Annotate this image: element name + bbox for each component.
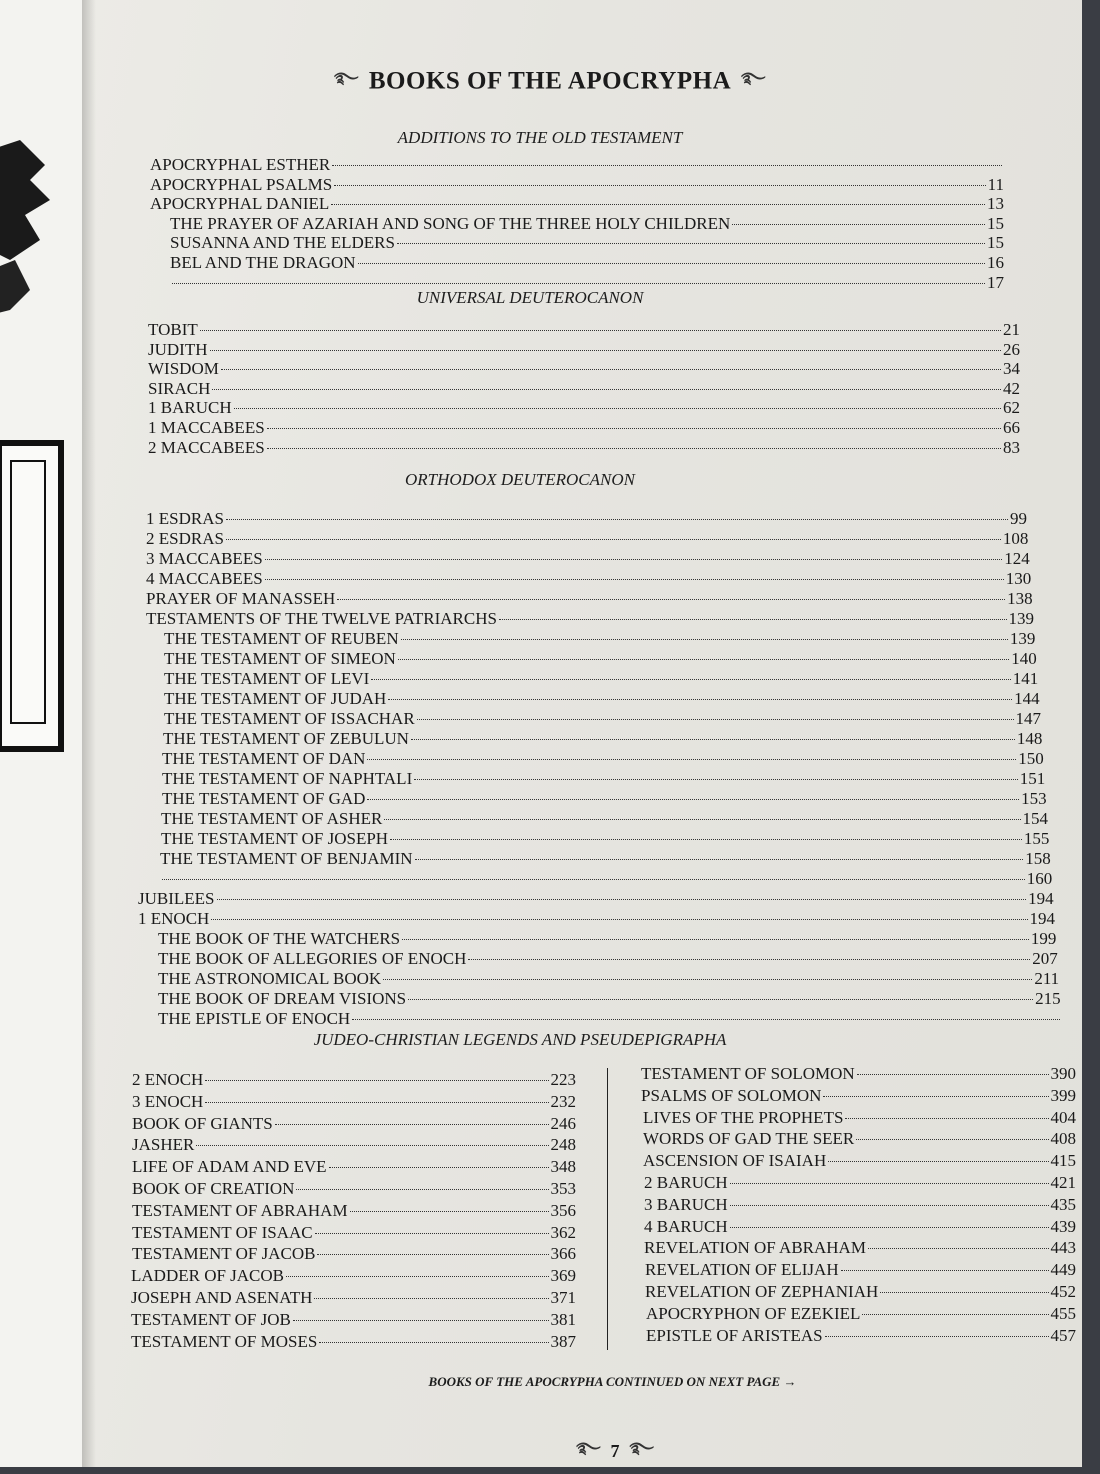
entry-title: 3 BARUCH [644, 1194, 728, 1214]
entry-title: JOSEPH AND ASENATH [131, 1288, 313, 1307]
entry-title: JUBILEES [138, 889, 215, 908]
column-divider [607, 1068, 608, 1350]
entry-page-number: 435 [1050, 1194, 1076, 1214]
universal-toc-entry [148, 397, 1020, 418]
dot-leader [329, 1167, 549, 1168]
dot-leader [402, 939, 1029, 940]
entry-page-number: 158 [1025, 849, 1051, 868]
dot-leader [226, 519, 1008, 520]
legends-right-toc-entry [643, 1107, 1076, 1128]
entry-title: BOOK OF GIANTS [132, 1113, 273, 1133]
orthodox-toc-entry [138, 888, 1054, 909]
dot-leader [275, 1124, 549, 1125]
dot-leader [211, 919, 1027, 920]
entry-title: SIRACH [148, 378, 211, 398]
dot-leader [856, 1139, 1048, 1140]
entry-page-number: 215 [1035, 989, 1061, 1008]
dot-leader [205, 1102, 548, 1103]
entry-title: 1 ENOCH [138, 909, 210, 928]
entry-page-number: 443 [1050, 1238, 1076, 1258]
entry-title: TESTAMENT OF ISAAC [132, 1222, 313, 1242]
orthodox-toc-entry [163, 728, 1042, 749]
orthodox-toc-entry [164, 688, 1040, 709]
entry-page-number: 153 [1021, 789, 1047, 808]
entry-title: THE TESTAMENT OF DAN [162, 749, 366, 768]
entry-page-number: 62 [1003, 398, 1020, 418]
dot-leader [411, 739, 1015, 740]
entry-title: THE TESTAMENT OF NAPHTALI [162, 769, 413, 788]
additions-toc-entry [150, 193, 1004, 214]
entry-page-number: 17 [987, 272, 1004, 292]
dot-leader [384, 819, 1020, 820]
entry-page-number: 232 [550, 1091, 576, 1111]
dot-leader [732, 224, 985, 225]
entry-title: APOCRYPHAL PSALMS [150, 174, 333, 194]
ornament-left-icon: ࿐ [334, 71, 359, 87]
entry-page-number: 248 [550, 1135, 576, 1155]
entry-page-number: 194 [1029, 909, 1055, 928]
entry-page-number: 16 [987, 253, 1004, 272]
entry-title: THE BOOK OF ALLEGORIES OF ENOCH [158, 949, 467, 968]
dot-leader [388, 699, 1012, 700]
entry-page-number: 154 [1022, 809, 1048, 828]
dot-leader [862, 1314, 1048, 1315]
legends-left-toc-entry [131, 1265, 576, 1286]
entry-page-number: 194 [1028, 889, 1054, 908]
legends-left-toc-entry [132, 1069, 576, 1090]
orthodox-toc-entry [158, 948, 1058, 969]
section-heading-additions: ADDITIONS TO THE OLD TESTAMENT [397, 128, 683, 147]
entry-title: 1 MACCABEES [148, 418, 265, 437]
dot-leader [196, 1145, 548, 1146]
dot-leader [205, 1080, 548, 1081]
entry-page-number: 371 [550, 1288, 576, 1307]
entry-page-number: 15 [987, 213, 1004, 233]
dot-leader [352, 1019, 1060, 1020]
universal-toc-entry [148, 378, 1020, 399]
entry-title: 2 BARUCH [644, 1173, 728, 1192]
orthodox-toc-entry [158, 1008, 1062, 1029]
entry-title: APOCRYPHON OF EZEKIEL [646, 1303, 861, 1323]
legends-right-toc-entry [641, 1085, 1076, 1106]
entry-page-number: 148 [1016, 729, 1043, 748]
dot-leader [499, 619, 1007, 620]
page-title [0, 62, 1100, 104]
page-number-value: 7 [610, 1441, 620, 1462]
facing-page-inner-frame [10, 460, 46, 724]
dot-leader [217, 899, 1027, 900]
orthodox-toc-entry [164, 708, 1041, 729]
entry-title: APOCRYPHAL DANIEL [150, 194, 330, 214]
entry-page-number: 399 [1050, 1085, 1076, 1105]
entry-title: LADDER OF JACOB [131, 1266, 285, 1286]
dot-leader [210, 350, 1002, 351]
legends-right-toc-entry [644, 1194, 1076, 1215]
entry-page-number: 455 [1050, 1303, 1076, 1323]
entry-title: 1 BARUCH [148, 398, 232, 418]
additions-toc-entry [150, 154, 1004, 175]
dot-leader [226, 539, 1001, 540]
entry-title: THE TESTAMENT OF SIMEON [164, 649, 396, 668]
orthodox-toc-entry [162, 788, 1047, 809]
entry-page-number: 144 [1014, 689, 1040, 708]
section-heading-orthodox: ORTHODOX DEUTEROCANON [405, 470, 635, 489]
entry-title: REVELATION OF ZEPHANIAH [645, 1282, 879, 1301]
entry-title: ASCENSION OF ISAIAH [643, 1151, 827, 1171]
dot-leader [172, 283, 985, 284]
entry-page-number: 452 [1050, 1282, 1076, 1301]
entry-page-number: 211 [1034, 969, 1060, 988]
entry-title: THE BOOK OF THE WATCHERS [158, 929, 401, 948]
entry-title: THE ASTRONOMICAL BOOK [158, 969, 382, 988]
entry-page-number: 362 [550, 1222, 576, 1242]
dot-leader [234, 408, 1001, 409]
additions-toc-entry [170, 272, 1004, 293]
dot-leader [286, 1276, 548, 1277]
dot-leader [331, 204, 985, 205]
entry-page-number: 139 [1009, 629, 1036, 648]
entry-page-number: 138 [1007, 589, 1033, 608]
orthodox-toc-entry [164, 668, 1038, 689]
universal-toc-entry [148, 319, 1020, 340]
entry-page-number: 408 [1050, 1129, 1076, 1149]
entry-title: THE TESTAMENT OF JUDAH [164, 689, 387, 708]
entry-title: SUSANNA AND THE ELDERS [170, 233, 395, 253]
entry-title: THE TESTAMENT OF ASHER [161, 809, 383, 828]
additions-toc-entry [170, 213, 1004, 234]
dot-leader [828, 1161, 1048, 1162]
entry-page-number: 387 [550, 1331, 576, 1351]
dot-leader [730, 1227, 1049, 1228]
entry-title: TESTAMENT OF ABRAHAM [132, 1200, 348, 1220]
legends-left-toc-entry [132, 1200, 576, 1221]
legends-left-toc-entry [132, 1222, 576, 1243]
dot-leader [857, 1074, 1049, 1075]
dot-leader [367, 799, 1019, 800]
universal-toc-entry [148, 339, 1020, 360]
universal-toc-entry [148, 437, 1020, 458]
entry-page-number: 457 [1050, 1325, 1076, 1345]
entry-title: TESTAMENT OF JACOB [132, 1244, 316, 1264]
entry-page-number: 150 [1018, 749, 1044, 768]
legends-right-toc-entry [646, 1325, 1076, 1346]
entry-page-number: 11 [987, 174, 1004, 194]
entry-title: TOBIT [148, 320, 198, 339]
dot-leader [315, 1233, 549, 1234]
orthodox-toc-entry [161, 828, 1049, 849]
dot-leader [296, 1189, 548, 1190]
orthodox-toc-entry [160, 848, 1051, 869]
dot-leader [845, 1118, 1048, 1119]
dot-leader [162, 879, 1025, 880]
orthodox-toc-entry [146, 588, 1033, 609]
entry-page-number: 140 [1011, 649, 1037, 668]
entry-page-number: 415 [1050, 1151, 1076, 1171]
orthodox-toc-entry [158, 928, 1056, 949]
orthodox-toc-entry [164, 648, 1037, 669]
entry-title: REVELATION OF ABRAHAM [644, 1238, 866, 1258]
dot-leader [868, 1248, 1049, 1249]
entry-title: TESTAMENTS OF THE TWELVE PATRIARCHS [146, 609, 497, 628]
orthodox-toc-entry [162, 748, 1044, 769]
dot-leader [334, 185, 985, 186]
legends-left-toc-entry [132, 1134, 576, 1155]
entry-title: BOOK OF CREATION [132, 1179, 295, 1198]
orthodox-toc-entry [146, 528, 1028, 549]
entry-page-number: 246 [550, 1113, 576, 1133]
section-heading-legends: JUDEO-CHRISTIAN LEGENDS AND PSEUDEPIGRAPHA [313, 1030, 727, 1049]
legends-right-toc-entry [644, 1172, 1076, 1193]
entry-title: LIFE OF ADAM AND EVE [132, 1157, 327, 1177]
entry-title: 2 ESDRAS [146, 529, 224, 548]
legends-right-toc-entry [643, 1128, 1076, 1149]
entry-title: 3 MACCABEES [146, 549, 263, 568]
dot-leader [730, 1205, 1049, 1206]
dot-leader [401, 639, 1008, 640]
entry-title: 2 MACCABEES [148, 437, 265, 457]
orthodox-toc-entry [161, 808, 1048, 829]
entry-page-number: 124 [1004, 549, 1030, 568]
dot-leader [730, 1183, 1049, 1184]
entry-title: APOCRYPHAL ESTHER [150, 155, 331, 174]
legends-left-toc-entry [132, 1113, 576, 1134]
legends-left-toc-entry [131, 1287, 576, 1308]
dot-leader [317, 1254, 548, 1255]
entry-title: WISDOM [148, 359, 219, 379]
universal-toc-entry [148, 358, 1020, 379]
entry-page-number: 13 [987, 194, 1004, 214]
dot-leader [293, 1320, 549, 1321]
legends-right-toc-entry [644, 1237, 1076, 1258]
entry-title: 4 MACCABEES [146, 569, 263, 588]
entry-title: 4 BARUCH [644, 1216, 728, 1236]
legends-left-toc-entry [131, 1309, 576, 1330]
entry-title: BEL AND THE DRAGON [170, 253, 356, 272]
orthodox-toc-entry [162, 768, 1045, 789]
dot-leader [415, 859, 1024, 860]
entry-page-number: 348 [550, 1157, 576, 1177]
entry-title: THE TESTAMENT OF GAD [162, 789, 366, 808]
orthodox-toc-entry [158, 988, 1061, 1009]
entry-title: PRAYER OF MANASSEH [146, 589, 336, 608]
entry-page-number: 404 [1050, 1107, 1076, 1127]
entry-page-number: 421 [1050, 1173, 1076, 1192]
legends-left-toc-entry [131, 1331, 576, 1352]
page-number [0, 1432, 1100, 1474]
entry-page-number: 160 [1026, 869, 1053, 888]
dot-leader [221, 369, 1001, 370]
dot-leader [825, 1336, 1049, 1337]
entry-title: THE TESTAMENT OF LEVI [164, 669, 370, 688]
entry-page-number: 147 [1015, 709, 1041, 728]
legends-right-toc-entry [641, 1063, 1076, 1084]
orthodox-toc-entry [146, 508, 1027, 529]
additions-toc-entry [170, 232, 1004, 253]
entry-title: THE BOOK OF DREAM VISIONS [158, 989, 407, 1008]
entry-page-number: 130 [1005, 569, 1032, 588]
entry-page-number: 199 [1030, 929, 1057, 948]
entry-title: TESTAMENT OF MOSES [131, 1331, 318, 1351]
entry-page-number: 83 [1003, 437, 1020, 457]
legends-right-toc-entry [644, 1216, 1076, 1237]
orthodox-toc-entry [158, 968, 1059, 989]
entry-page-number: 369 [550, 1266, 576, 1286]
entry-title: THE PRAYER OF AZARIAH AND SONG OF THE THREE HOLY CHILDREN [170, 213, 731, 233]
entry-page-number: 366 [550, 1244, 576, 1264]
entry-title: TESTAMENT OF SOLOMON [641, 1064, 855, 1083]
dot-leader [319, 1342, 548, 1343]
entry-page-number: 15 [987, 233, 1004, 253]
dot-leader [265, 579, 1004, 580]
legends-left-toc-entry [132, 1091, 576, 1112]
entry-title: THE TESTAMENT OF BENJAMIN [160, 849, 413, 868]
facing-page [0, 0, 83, 1467]
entry-title: 2 ENOCH [132, 1070, 204, 1089]
entry-title: JASHER [132, 1135, 195, 1155]
orthodox-toc-entry [146, 548, 1030, 569]
legends-right-toc-entry [645, 1259, 1076, 1280]
ornament-right-icon: ࿐ [629, 1441, 654, 1457]
continued-note: BOOKS OF THE APOCRYPHA CONTINUED ON NEXT PAGE → [428, 1374, 797, 1389]
entry-page-number: 21 [1003, 320, 1020, 339]
entry-title: JUDITH [148, 339, 208, 359]
dot-leader [390, 839, 1022, 840]
entry-page-number: 26 [1003, 339, 1020, 359]
entry-title: THE TESTAMENT OF JOSEPH [161, 829, 389, 848]
dot-leader [371, 679, 1010, 680]
dot-leader [337, 599, 1005, 600]
entry-page-number: 390 [1050, 1064, 1076, 1083]
entry-page-number: 439 [1050, 1216, 1076, 1236]
entry-title: EPISTLE OF ARISTEAS [646, 1325, 823, 1345]
entry-title: REVELATION OF ELIJAH [645, 1260, 839, 1280]
entry-title: WORDS OF GAD THE SEER [643, 1129, 855, 1149]
universal-toc-entry [148, 417, 1020, 438]
entry-page-number: 207 [1032, 949, 1058, 968]
dot-leader [397, 243, 985, 244]
ornament-left-icon: ࿐ [576, 1441, 601, 1457]
dot-leader [398, 659, 1010, 660]
legends-left-toc-entry [132, 1243, 576, 1264]
dot-leader [367, 759, 1016, 760]
entry-title: THE TESTAMENT OF ISSACHAR [164, 709, 415, 728]
legends-left-toc-entry [132, 1178, 576, 1199]
orthodox-toc-entry [146, 568, 1031, 589]
entry-title: THE EPISTLE OF ENOCH [158, 1009, 351, 1028]
dot-leader [332, 165, 1002, 166]
entry-page-number: 223 [550, 1070, 576, 1089]
dot-leader [267, 448, 1001, 449]
legends-left-toc-entry [132, 1156, 576, 1177]
entry-page-number: 353 [550, 1179, 576, 1198]
entry-page-number: 42 [1003, 378, 1020, 398]
orthodox-toc-entry [138, 908, 1055, 929]
dot-leader [314, 1298, 548, 1299]
entry-page-number: 141 [1012, 669, 1039, 688]
entry-title: TESTAMENT OF JOB [131, 1309, 291, 1329]
entry-title: THE TESTAMENT OF ZEBULUN [163, 729, 409, 748]
orthodox-toc-entry [164, 628, 1035, 649]
dot-leader [880, 1292, 1048, 1293]
additions-toc-entry [150, 174, 1004, 195]
legends-right-toc-entry [643, 1150, 1076, 1171]
entry-page-number: 449 [1050, 1260, 1076, 1280]
page-title-text: BOOKS OF THE APOCRYPHA [368, 67, 732, 95]
entry-page-number: 66 [1003, 418, 1020, 437]
entry-page-number: 108 [1002, 529, 1029, 548]
dot-leader [383, 979, 1032, 980]
entry-title: PSALMS OF SOLOMON [641, 1085, 822, 1105]
section-heading-universal: UNIVERSAL DEUTEROCANON [416, 288, 644, 307]
entry-page-number: 356 [550, 1200, 576, 1220]
legends-right-toc-entry [645, 1281, 1076, 1302]
legends-right-toc-entry [646, 1303, 1076, 1324]
dot-leader [200, 330, 1001, 331]
entry-page-number: 151 [1019, 769, 1046, 788]
dot-leader [408, 999, 1033, 1000]
entry-page-number: 34 [1003, 359, 1020, 379]
page-gutter-shadow [82, 0, 96, 1467]
entry-title: 3 ENOCH [132, 1091, 204, 1111]
dot-leader [358, 263, 985, 264]
dot-leader [841, 1270, 1049, 1271]
entry-page-number: 155 [1023, 829, 1050, 848]
dot-leader [823, 1096, 1048, 1097]
orthodox-toc-entry [146, 608, 1034, 629]
dot-leader [265, 559, 1003, 560]
dot-leader [350, 1211, 549, 1212]
entry-title: 1 ESDRAS [146, 509, 224, 528]
orthodox-toc-entry [160, 868, 1052, 889]
entry-page-number: 381 [550, 1309, 576, 1329]
dot-leader [212, 389, 1001, 390]
dot-leader [267, 428, 1001, 429]
ornament-right-icon: ࿐ [741, 71, 766, 87]
entry-title: THE TESTAMENT OF REUBEN [164, 629, 399, 648]
entry-page-number: 139 [1008, 609, 1034, 628]
dot-leader [414, 779, 1017, 780]
dot-leader [417, 719, 1014, 720]
dot-leader [468, 959, 1030, 960]
entry-title: LIVES OF THE PROPHETS [643, 1107, 844, 1127]
additions-toc-entry [170, 252, 1004, 273]
entry-page-number: 99 [1010, 509, 1027, 528]
